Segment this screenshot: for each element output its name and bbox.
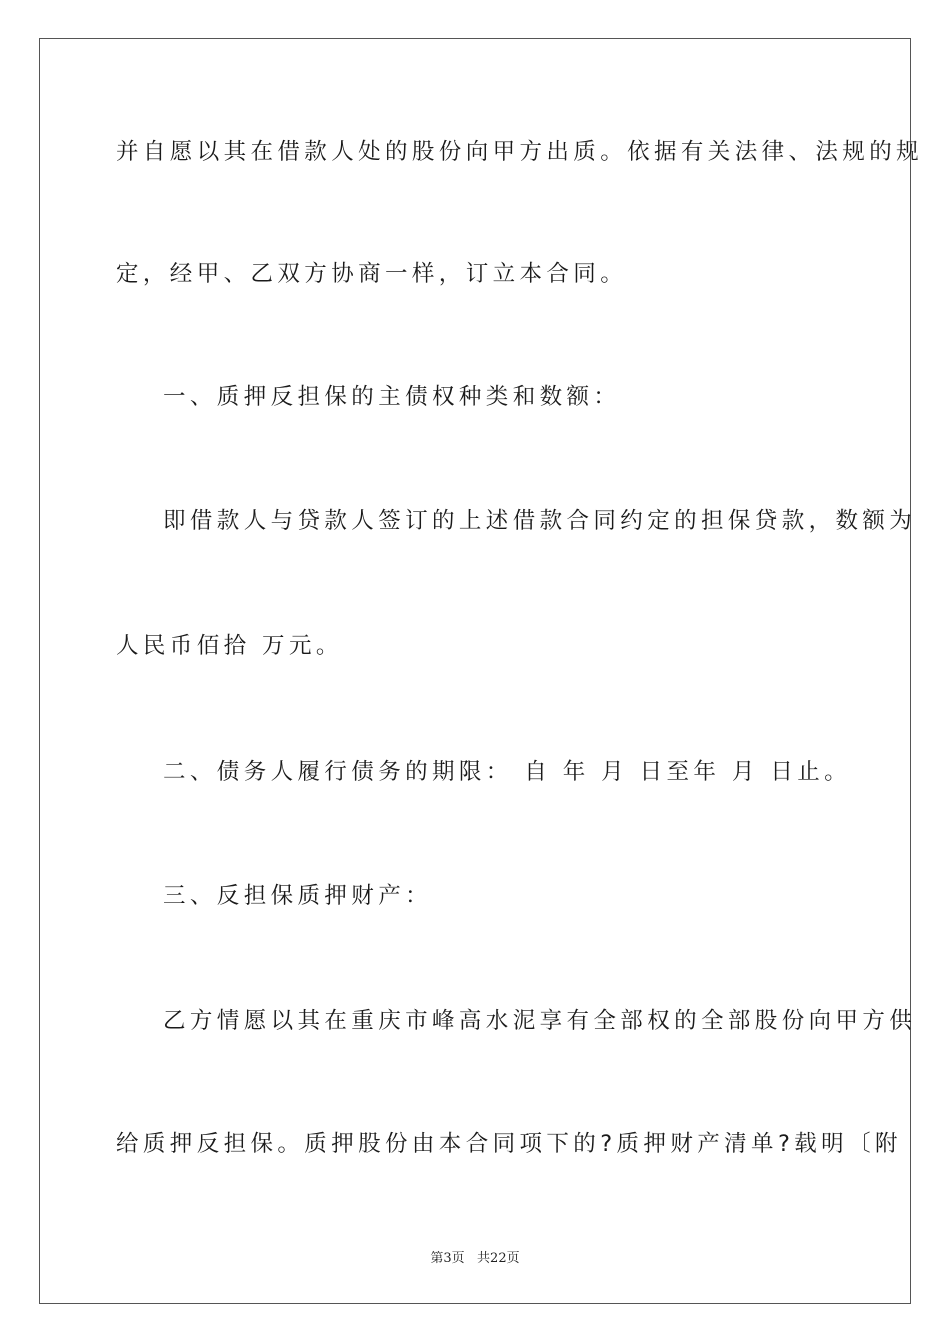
paragraph-line-5: 乙方情愿以其在重庆市峰高水泥享有全部权的全部股份向甲方供 [163, 1008, 917, 1034]
section-heading-2: 二、债务人履行债务的期限： 自 年 月 日至年 月 日止。 [163, 759, 852, 785]
page-number-footer: 第3页 共22页 [430, 1251, 520, 1266]
section-heading-1: 一、质押反担保的主债权种类和数额： [163, 384, 621, 410]
section-heading-3: 三、反担保质押财产： [163, 883, 433, 909]
paragraph-line-6: 给质押反担保。质押股份由本合同项下的?质押财产清单?载明〔附 [116, 1131, 902, 1157]
paragraph-line-2: 定，经甲、乙双方协商一样，订立本合同。 [116, 261, 628, 287]
paragraph-line-1: 并自愿以其在借款人处的股份向甲方出质。依据有关法律、法规的规 [116, 139, 924, 165]
page-border [39, 38, 924, 1304]
paragraph-line-4: 人民币佰拾 万元。 [116, 633, 343, 659]
paragraph-line-3: 即借款人与贷款人签订的上述借款合同约定的担保贷款，数额为 [163, 508, 917, 534]
